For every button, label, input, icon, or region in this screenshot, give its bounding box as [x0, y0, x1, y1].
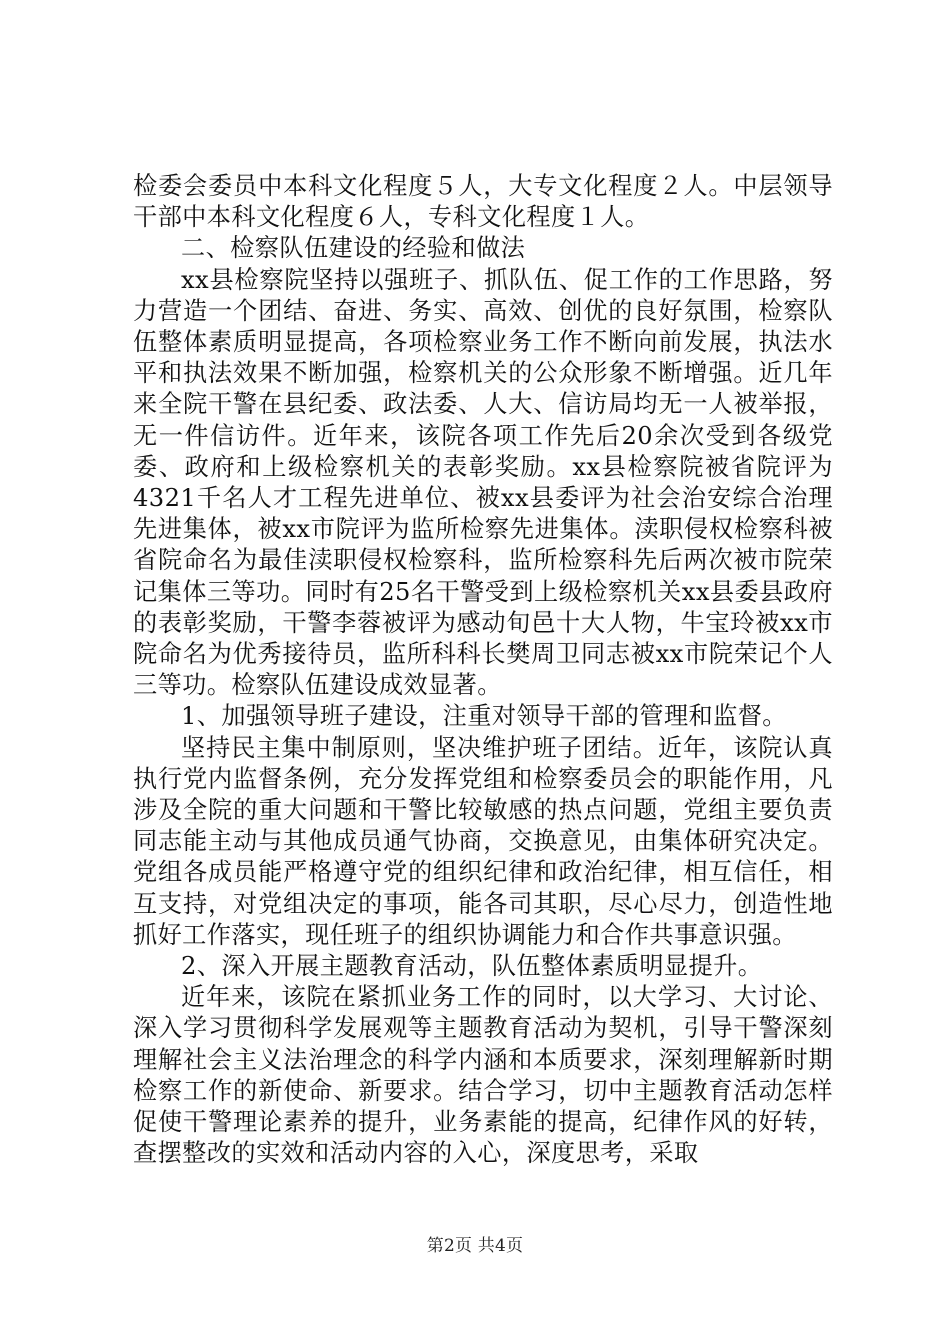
- section-heading-2: 二、检察队伍建设的经验和做法: [181, 234, 526, 263]
- paragraph-5: 坚持民主集中制原则，坚决维护班子团结。近年，该院认真执行党内监督条例，充分发挥党组和检察委员会的职能作用，凡涉及全院的重大问题和干警比较敏感的热点问题，党组主要负责同志能主动与其他成员通气协商，交换意见，由集体研究决定。党组各成员能严格遵守党的组织纪律和政治纪律，相互信任，相互支持，对党组决定的事项，能各司其职，尽心尽力，创造性地抓好工作落实，现任班子的组织协调能力和合作共事意识强。: [133, 733, 833, 949]
- paragraph-3: xx县检察院坚持以强班子、抓队伍、促工作的工作思路，努力营造一个团结、奋进、务实、高效、创优的良好氛围，检察队伍整体素质明显提高，各项检察业务工作不断向前发展，执法水平和执法效果不断加强，检察机关的公众形象不断增强。近几年来全院干警在县纪委、政法委、人大、信访局均无一人被举报，无一件信访件。近年来，该院各项工作先后20余次受到各级党委、政府和上级检察机关的表彰奖励。xx县检察院被省院评为4321千名人才工程先进单位、被xx县委评为社会治安综合治理先进集体，被xx市院评为监所检察先进集体。渎职侵权检察科被省院命名为最佳渎职侵权检察科，监所检察科先后两次被市院荣记集体三等功。同时有25名干警受到上级检察机关xx县委县政府的表彰奖励，干警李蓉被评为感动旬邑十大人物，牛宝玲被xx市院命名为优秀接待员，监所科科长樊周卫同志被xx市院荣记个人三等功。检察队伍建设成效显著。: [133, 265, 833, 700]
- page-footer: 第2页 共4页: [426, 1236, 524, 1256]
- subheading-2: 2、深入开展主题教育活动，队伍整体素质明显提升。: [181, 952, 763, 981]
- paragraph-7: 近年来，该院在紧抓业务工作的同时，以大学习、大讨论、深入学习贯彻科学发展观等主题教育活动为契机，引导干警深刻理解社会主义法治理念的科学内涵和本质要求，深刻理解新时期检察工作的新使命、新要求。结合学习，切中主题教育活动怎样促使干警理论素养的提升，业务素能的提高，纪律作风的好转，查摆整改的实效和活动内容的入心，深度思考，采取: [133, 983, 833, 1168]
- subheading-1: 1、加强领导班子建设，注重对领导干部的管理和监督。: [181, 702, 787, 731]
- document-body: [133, 171, 833, 1170]
- paragraph-1: 检委会委员中本科文化程度５人，大专文化程度２人。中层领导干部中本科文化程度６人，专科文化程度１人。: [133, 172, 833, 232]
